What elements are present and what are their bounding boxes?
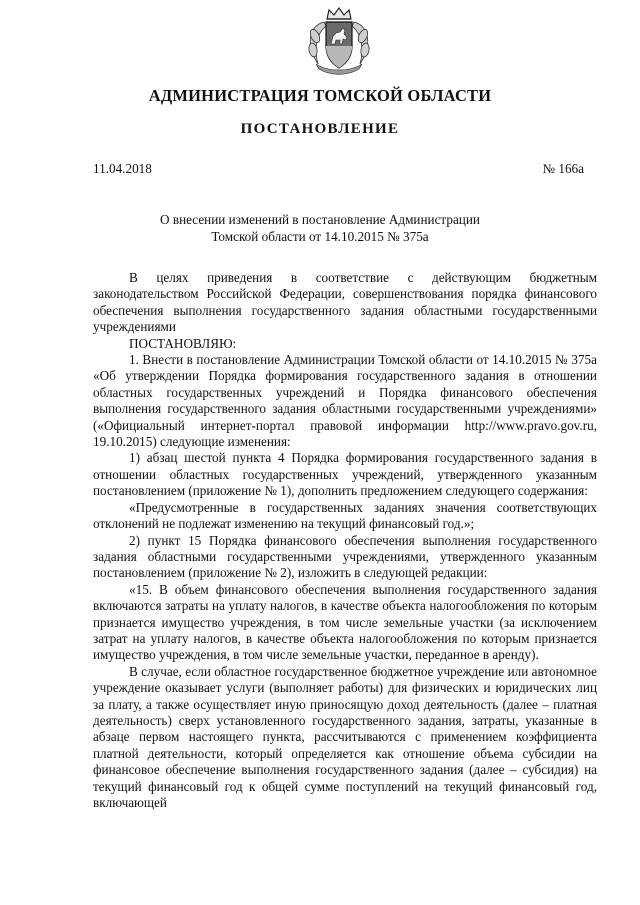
preamble-paragraph: В целях приведения в соответствие с действующим бюджетным законодательством Российской Федерации, совершенствования порядка финансового обеспечения выполнения государственного задания областными государственными учреждениями xyxy=(93,270,597,335)
new-item-15-paragraph-2: В случае, если областное государственное бюджетное учреждение или автономное учреждение оказывает услуги (выполняет работы) для физических и юридических лиц за плату, а также осуществляет иную приносящую доход деятельность (далее – платная деятельность) сверх установленного государственного задания, затраты, указанные в абзаце первом настоящего пункта, рассчитываются с применением коэффициента платной деятельности, который определяется как отношение объема субсидии на финансовое обеспечение выполнения государственного задания (далее – субсидия) на текущий финансовый год к общей сумме поступлений на текущий финансовый год, включающей xyxy=(93,663,597,810)
inserted-sentence: «Предусмотренные в государственных заданиях значения соответствующих отклонений не подлежат изменению на текущий финансовый год.»; xyxy=(93,499,597,532)
clause-1-subitem-1: 1) абзац шестой пункта 4 Порядка формирования государственного задания в отношении областных государственных учреждений, утвержденного указанным постановлением (приложение № 1), дополнить предложением следующего содержания: xyxy=(93,450,597,499)
clause-1-subitem-2: 2) пункт 15 Порядка финансового обеспечения выполнения государственного задания областными государственными учреждениями, утвержденного указанным постановлением (приложение № 2), изложить в следующей редакции: xyxy=(93,532,597,581)
organization-title: АДМИНИСТРАЦИЯ ТОМСКОЙ ОБЛАСТИ xyxy=(148,86,492,105)
document-number: № 166а xyxy=(542,161,584,176)
new-item-15: «15. В объем финансового обеспечения выполнения государственного задания включаются затраты на уплату налогов, в качестве объекта налогообложения по которым признается имущество учреждения, в том числе земельные участки (за исключением затрат на уплату налогов, в качестве объекта налогообложения по которым признается имущество учреждения, в том числе земельные участки, переданное в аренду). xyxy=(93,581,597,663)
document-body xyxy=(93,270,597,811)
clause-1: 1. Внести в постановление Администрации Томской области от 14.10.2015 № 375а «Об утверждении Порядка формирования государственного задания в отношении областных государственных учреждений и Порядка финансового обеспечения выполнения государственного задания областными государственными учреждениями» («Официальный интернет-портал правовой информации http://www.pravo.gov.ru, 19.10.2015) следующие изменения: xyxy=(93,352,597,450)
document-type: ПОСТАНОВЛЕНИЕ xyxy=(240,121,400,137)
document-date: 11.04.2018 xyxy=(93,161,152,176)
document-subject xyxy=(0,212,640,245)
resolution-keyword: ПОСТАНОВЛЯЮ: xyxy=(129,335,237,351)
subject-line: Томской области от 14.10.2015 № 375а xyxy=(211,228,429,244)
subject-line: О внесении изменений в постановление Администрации xyxy=(160,212,480,227)
coat-of-arms-icon xyxy=(296,6,382,78)
